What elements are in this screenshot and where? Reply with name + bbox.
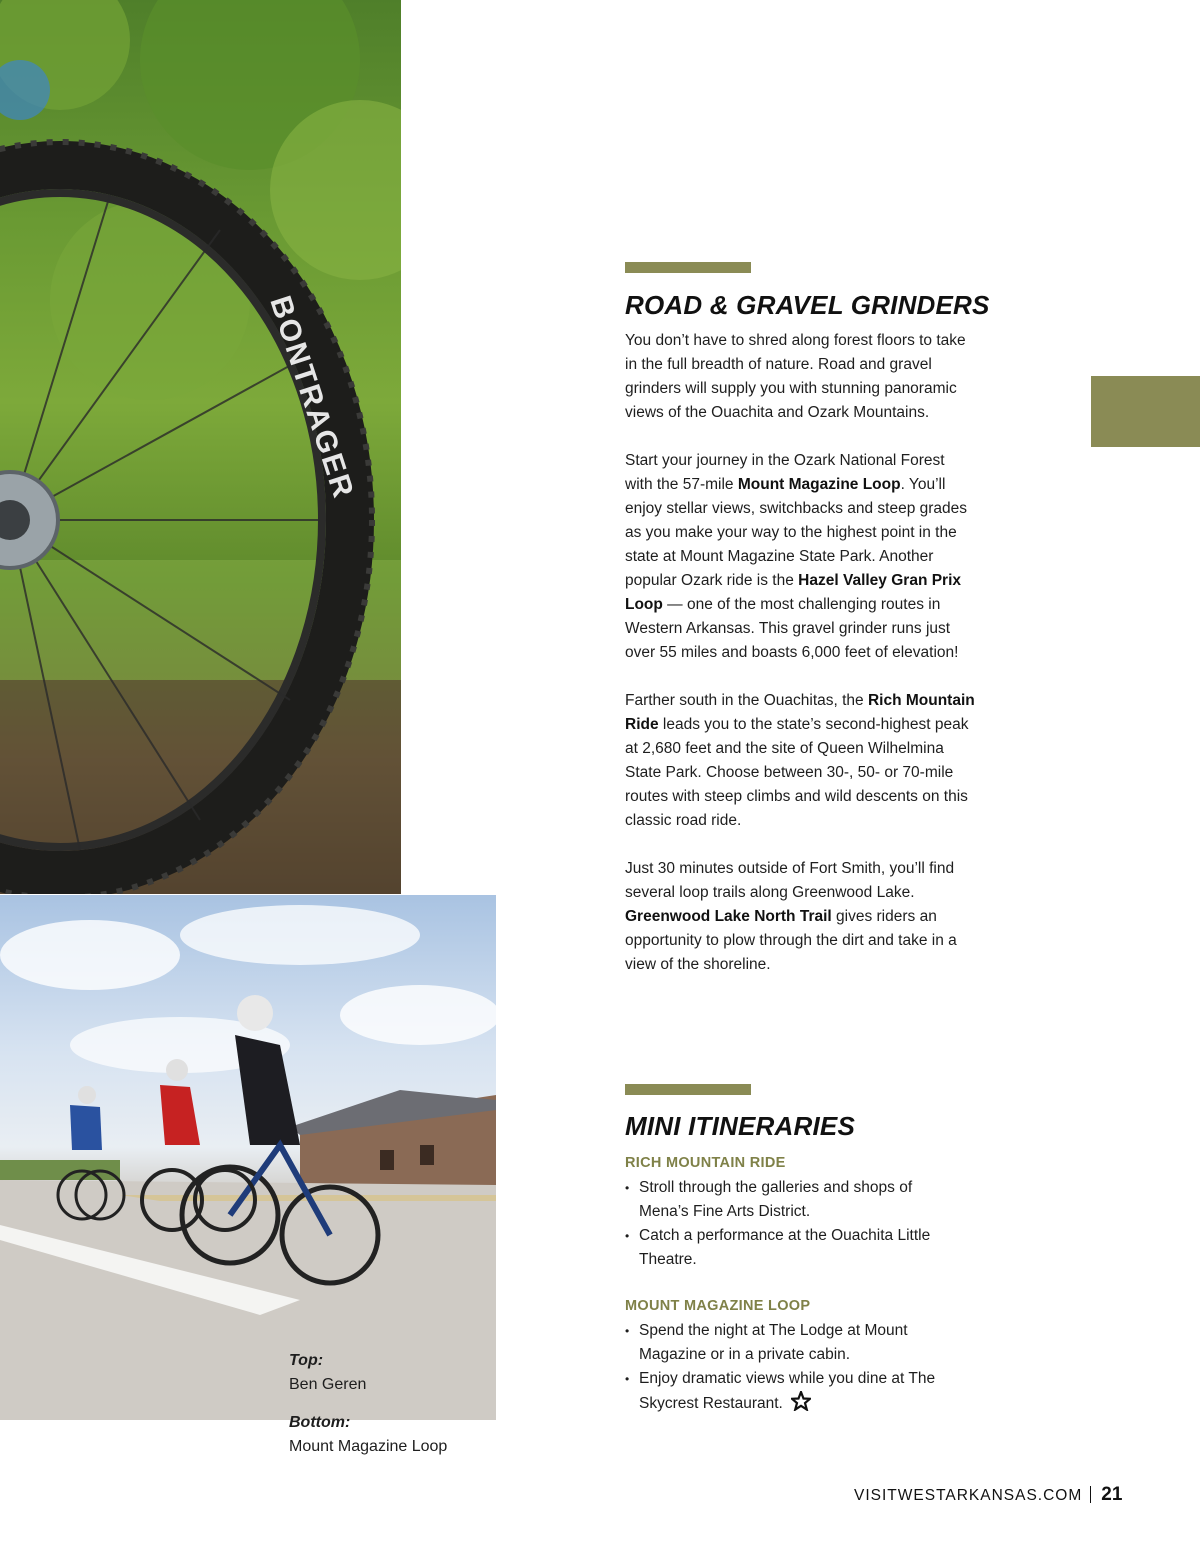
photo-bike-wheel [0, 0, 401, 894]
section-heading-road-gravel: ROAD & GRAVEL GRINDERS [625, 290, 990, 320]
caption-bottom-label: Bottom: [289, 1414, 351, 1431]
star-icon [791, 1391, 811, 1419]
side-section-tab [1091, 376, 1200, 447]
list-item: • Spend the night at The Lodge at Mount Magazine or in a private cabin. [625, 1319, 955, 1367]
page-number: 21 [1101, 1484, 1123, 1505]
section-body-road-gravel [625, 329, 975, 1001]
paragraph-ozark: Start your journey in the Ozark National Forest with the 57-mile Mount Magazine Loop. You’ll enjoy stellar views, switchbacks and steep grades as you make your way to the highest point in the state at Mount Magazine State Park. Another popular Ozark ride is the Hazel Valley Gran Prix Loop — one of the most challenging routes in Western Arkansas. This gravel grinder runs just over 55 miles and boasts 6,000 feet of elevation! [625, 452, 968, 661]
section-heading-itineraries: MINI ITINERARIES [625, 1111, 855, 1141]
list-item: • Catch a performance at the Ouachita Little Theatre. [625, 1224, 955, 1272]
paragraph-greenwood: Just 30 minutes outside of Fort Smith, you’ll find several loop trails along Greenwood Lake. Greenwood Lake North Trail gives riders an opportunity to plow through the dirt and take in a view of the shoreline. [625, 860, 957, 973]
cyclists-illustration [0, 895, 496, 1420]
paragraph-intro: You don’t have to shred along forest floors to take in the full breadth of nature. Road and gravel grinders will supply you with stunning panoramic views of the Ouachita and Ozark Mountains. [625, 332, 966, 421]
route-hazel-valley: Hazel Valley Gran Prix Loop [625, 572, 962, 613]
route-greenwood-lake: Greenwood Lake North Trail [625, 908, 832, 925]
itinerary-heading-mount-magazine: MOUNT MAGAZINE LOOP [625, 1298, 811, 1314]
caption-bottom-text: Mount Magazine Loop [289, 1438, 448, 1455]
footer-website: VISITWESTARKANSAS.COM [854, 1487, 1083, 1504]
photo-cyclists [0, 895, 496, 1420]
itinerary-heading-rich-mountain: RICH MOUNTAIN RIDE [625, 1155, 786, 1171]
route-mount-magazine-loop: Mount Magazine Loop [737, 476, 901, 493]
caption-top-label: Top: [289, 1352, 324, 1369]
itinerary-list-mount-magazine [625, 1319, 955, 1419]
page-footer [854, 1484, 1122, 1506]
itinerary-list-rich-mountain [625, 1176, 955, 1272]
section-divider-bar-2 [625, 1084, 751, 1095]
section-divider-bar [625, 262, 751, 273]
caption-top [289, 1349, 366, 1397]
tire-brand-text: BONTRAGER [263, 291, 361, 504]
list-item: • Enjoy dramatic views while you dine at The Skycrest Restaurant. [625, 1367, 955, 1419]
footer-divider [1090, 1486, 1091, 1503]
list-item: • Stroll through the galleries and shops of Mena’s Fine Arts District. [625, 1176, 955, 1224]
caption-bottom [289, 1411, 447, 1459]
paragraph-ouachita: Farther south in the Ouachitas, the Rich Mountain Ride leads you to the state’s second-highest peak at 2,680 feet and the site of Queen Wilhelmina State Park. Choose between 30-, 50- or 70-mile routes with steep climbs and wild descents on this classic road ride. [625, 692, 975, 829]
bike-wheel-illustration [0, 0, 401, 894]
caption-top-text: Ben Geren [289, 1376, 367, 1393]
route-rich-mountain: Rich Mountain Ride [625, 692, 975, 733]
